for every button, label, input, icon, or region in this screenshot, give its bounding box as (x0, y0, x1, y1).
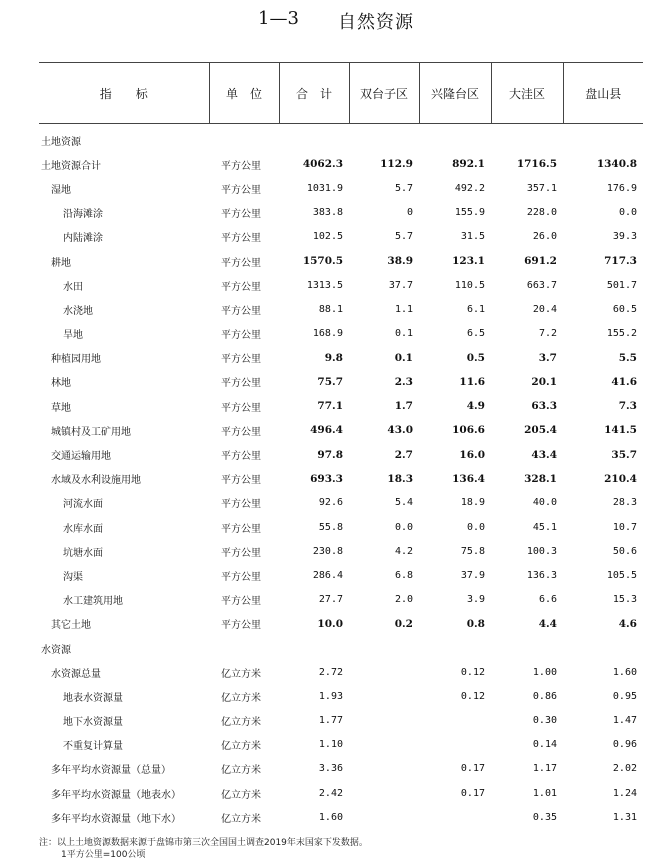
row-label: 耕地 (51, 257, 71, 269)
table-row (39, 273, 643, 297)
row-label: 其它土地 (51, 620, 91, 632)
cell-c1: 5.7 (394, 231, 413, 243)
row-label: 种植园用地 (51, 354, 101, 366)
cell-c3: 6.6 (538, 594, 557, 606)
cell-total: 230.8 (312, 545, 343, 557)
cell-total: 97.8 (317, 448, 343, 461)
cell-c2: 155.9 (454, 207, 485, 219)
cell-c3: 0.86 (532, 690, 557, 702)
cell-c4: 0.96 (612, 739, 637, 751)
cell-c2: 0.0 (466, 521, 485, 533)
cell-total: 1.10 (318, 739, 343, 751)
cell-c4: 1340.8 (596, 158, 637, 171)
row-label: 城镇村及工矿用地 (51, 426, 131, 438)
cell-c2: 492.2 (454, 182, 485, 194)
cell-c2: 0.12 (460, 690, 485, 702)
cell-c2: 18.9 (460, 497, 485, 509)
row-unit: 平方公里 (221, 305, 261, 317)
cell-total (279, 124, 349, 153)
cell-c4: 1.24 (612, 787, 637, 799)
cell-c3: 0.30 (532, 715, 557, 727)
natural-resources-table (39, 62, 643, 829)
row-label: 土地资源合计 (41, 160, 101, 172)
row-label: 水田 (63, 281, 83, 293)
cell-c1 (349, 660, 419, 684)
row-label: 多年平均水资源量（总量） (51, 765, 171, 777)
cell-c3: 328.1 (524, 472, 557, 485)
row-label: 交通运输用地 (51, 451, 111, 463)
cell-c2: 0.12 (460, 666, 485, 678)
cell-c4: 7.3 (618, 400, 637, 413)
cell-c2: 16.0 (459, 448, 485, 461)
cell-c3: 205.4 (524, 424, 557, 437)
row-label: 坑塘水面 (63, 547, 103, 559)
row-label: 沟渠 (63, 571, 83, 583)
cell-total: 1031.9 (306, 182, 343, 194)
row-unit: 平方公里 (221, 330, 261, 342)
cell-c2: 11.6 (459, 375, 485, 388)
row-unit: 平方公里 (221, 547, 261, 559)
row-unit: 亿立方米 (221, 717, 261, 729)
row-label: 湿地 (51, 184, 71, 196)
row-unit: 平方公里 (221, 451, 261, 463)
cell-c1: 0 (406, 207, 413, 219)
cell-c2: 4.9 (466, 400, 485, 413)
cell-c4: 141.5 (604, 424, 637, 437)
cell-c3: 136.3 (526, 569, 557, 581)
cell-c1: 1.1 (394, 303, 413, 315)
cell-c3 (491, 124, 563, 153)
cell-c2 (419, 805, 491, 829)
cell-c2: 0.5 (466, 351, 485, 364)
row-unit: 平方公里 (221, 184, 261, 196)
row-label: 不重复计算量 (63, 741, 123, 753)
cell-total: 10.0 (317, 617, 343, 630)
row-unit: 亿立方米 (221, 765, 261, 777)
col-header-dawa: 大洼区 (491, 63, 563, 124)
row-unit: 亿立方米 (221, 741, 261, 753)
cell-c2 (419, 709, 491, 733)
row-label: 水库水面 (63, 523, 103, 535)
row-unit (209, 636, 279, 660)
cell-c3: 45.1 (532, 521, 557, 533)
cell-c4: 0.95 (612, 690, 637, 702)
cell-c1 (349, 805, 419, 829)
cell-total: 496.4 (310, 424, 343, 437)
cell-c3 (491, 636, 563, 660)
row-unit: 平方公里 (221, 209, 261, 221)
row-label: 地表水资源量 (63, 692, 123, 704)
row-label: 林地 (51, 378, 71, 390)
cell-c2: 0.17 (460, 763, 485, 775)
table-row (39, 297, 643, 321)
page-title (0, 6, 671, 36)
cell-c1 (349, 124, 419, 153)
cell-c3: 0.35 (532, 811, 557, 823)
cell-total: 102.5 (312, 231, 343, 243)
cell-c3: 663.7 (526, 279, 557, 291)
cell-total: 92.6 (318, 497, 343, 509)
cell-c2 (419, 733, 491, 757)
cell-c2: 75.8 (460, 545, 485, 557)
table-row (39, 539, 643, 563)
cell-c1: 5.4 (394, 497, 413, 509)
cell-c1 (349, 709, 419, 733)
row-unit: 平方公里 (221, 499, 261, 511)
row-unit: 平方公里 (221, 426, 261, 438)
cell-c3: 63.3 (531, 400, 557, 413)
cell-c2: 6.1 (466, 303, 485, 315)
cell-c2: 0.17 (460, 787, 485, 799)
col-header-shuangtaizi: 双台子区 (349, 63, 419, 124)
cell-total: 1.60 (318, 811, 343, 823)
row-unit: 平方公里 (221, 257, 261, 269)
cell-c3: 100.3 (526, 545, 557, 557)
row-unit: 亿立方米 (221, 789, 261, 801)
cell-c2: 123.1 (452, 255, 485, 268)
row-unit: 平方公里 (221, 571, 261, 583)
cell-c1: 0.1 (394, 351, 413, 364)
col-header-xinglongtai: 兴隆台区 (419, 63, 491, 124)
cell-c2 (419, 636, 491, 660)
row-unit: 平方公里 (221, 475, 261, 487)
cell-c3: 20.4 (532, 303, 557, 315)
cell-c1: 2.7 (394, 448, 413, 461)
cell-c1: 38.9 (387, 255, 413, 268)
table-row (39, 563, 643, 587)
cell-c2: 31.5 (460, 231, 485, 243)
row-label: 内陆滩涂 (63, 233, 103, 245)
cell-total: 286.4 (312, 569, 343, 581)
row-unit: 平方公里 (221, 523, 261, 535)
cell-total: 2.42 (318, 787, 343, 799)
cell-c4: 41.6 (611, 375, 637, 388)
cell-c3: 40.0 (532, 497, 557, 509)
cell-c3: 1.00 (532, 666, 557, 678)
row-label: 草地 (51, 402, 71, 414)
col-header-total: 合 计 (279, 63, 349, 124)
cell-c2: 110.5 (454, 279, 485, 291)
cell-c1 (349, 757, 419, 781)
cell-c2: 0.8 (466, 617, 485, 630)
cell-c4: 210.4 (604, 472, 637, 485)
cell-c3: 1.17 (532, 763, 557, 775)
cell-total: 1570.5 (302, 255, 343, 268)
row-unit: 平方公里 (221, 281, 261, 293)
cell-c2: 106.6 (452, 424, 485, 437)
table-row (39, 588, 643, 612)
cell-c3: 7.2 (538, 328, 557, 340)
table-row (39, 612, 643, 636)
cell-c1: 1.7 (394, 400, 413, 413)
row-label: 沿海滩涂 (63, 209, 103, 221)
table-number: 1—3 (258, 8, 299, 29)
header-row (39, 63, 643, 124)
row-label: 多年平均水资源量（地表水） (51, 789, 181, 801)
row-label: 多年平均水资源量（地下水） (51, 813, 181, 825)
table-title: 自然资源 (338, 12, 414, 33)
cell-c3: 691.2 (524, 255, 557, 268)
cell-c4: 0.0 (618, 207, 637, 219)
cell-c1 (349, 684, 419, 708)
cell-total: 1.77 (318, 715, 343, 727)
cell-total: 1.93 (318, 690, 343, 702)
cell-c2: 37.9 (460, 569, 485, 581)
cell-total: 1313.5 (306, 279, 343, 291)
col-header-panshan: 盘山县 (563, 63, 643, 124)
cell-c1: 18.3 (387, 472, 413, 485)
cell-c4: 501.7 (606, 279, 637, 291)
cell-c4: 105.5 (606, 569, 637, 581)
table-row (39, 394, 643, 418)
cell-c3: 43.4 (531, 448, 557, 461)
row-unit: 平方公里 (221, 160, 261, 172)
cell-c4: 1.31 (612, 811, 637, 823)
cell-c3: 0.14 (532, 739, 557, 751)
cell-total: 2.72 (318, 666, 343, 678)
cell-total: 75.7 (317, 375, 343, 388)
cell-c4: 1.60 (612, 666, 637, 678)
row-unit: 平方公里 (221, 402, 261, 414)
table-body (39, 124, 643, 830)
cell-c4 (563, 124, 643, 153)
cell-c1: 0.2 (394, 617, 413, 630)
col-header-indicator: 指 标 (39, 63, 209, 124)
table-row (39, 467, 643, 491)
table-row (39, 176, 643, 200)
table-row (39, 515, 643, 539)
table-row (39, 124, 643, 153)
row-label: 地下水资源量 (63, 717, 123, 729)
row-unit: 亿立方米 (221, 692, 261, 704)
table-row (39, 733, 643, 757)
row-unit: 平方公里 (221, 233, 261, 245)
table-row (39, 370, 643, 394)
cell-c3: 228.0 (526, 207, 557, 219)
cell-c3: 20.1 (531, 375, 557, 388)
cell-total: 55.8 (318, 521, 343, 533)
cell-total (279, 636, 349, 660)
row-label: 河流水面 (63, 499, 103, 511)
row-unit: 平方公里 (221, 596, 261, 608)
cell-c1: 4.2 (394, 545, 413, 557)
cell-c4: 155.2 (606, 328, 637, 340)
footnote (39, 837, 368, 861)
cell-total: 383.8 (312, 207, 343, 219)
cell-c2: 136.4 (452, 472, 485, 485)
row-label: 水工建筑用地 (63, 596, 123, 608)
cell-c4 (563, 636, 643, 660)
cell-total: 9.8 (324, 351, 343, 364)
cell-c1: 6.8 (394, 569, 413, 581)
cell-c1 (349, 781, 419, 805)
table-row (39, 346, 643, 370)
col-header-unit: 单 位 (209, 63, 279, 124)
cell-c1: 0.0 (394, 521, 413, 533)
row-unit: 亿立方米 (221, 668, 261, 680)
cell-c3: 1716.5 (516, 158, 557, 171)
cell-c3: 4.4 (538, 617, 557, 630)
table-row (39, 442, 643, 466)
cell-c4: 5.5 (618, 351, 637, 364)
cell-c1: 112.9 (380, 158, 413, 171)
cell-c1: 2.3 (394, 375, 413, 388)
row-unit: 平方公里 (221, 378, 261, 390)
cell-c1 (349, 636, 419, 660)
cell-c2: 3.9 (466, 594, 485, 606)
table-row (39, 709, 643, 733)
table-row (39, 757, 643, 781)
cell-c1: 5.7 (394, 182, 413, 194)
cell-c2 (419, 124, 491, 153)
table-row (39, 684, 643, 708)
table-row (39, 249, 643, 273)
cell-c4: 10.7 (612, 521, 637, 533)
cell-total: 693.3 (310, 472, 343, 485)
table-row (39, 322, 643, 346)
row-unit: 亿立方米 (221, 813, 261, 825)
cell-c2: 892.1 (452, 158, 485, 171)
cell-total: 3.36 (318, 763, 343, 775)
table-row (39, 805, 643, 829)
cell-c4: 39.3 (612, 231, 637, 243)
row-unit (209, 124, 279, 153)
cell-c4: 176.9 (606, 182, 637, 194)
row-label: 水域及水利设施用地 (51, 475, 141, 487)
footnote-line: 注：以上土地资源数据来源于盘锦市第三次全国国土调查2019年末国家下发数据。 (39, 838, 368, 848)
cell-c1: 0.1 (394, 328, 413, 340)
cell-c4: 50.6 (612, 545, 637, 557)
cell-c4: 28.3 (612, 497, 637, 509)
cell-c3: 1.01 (532, 787, 557, 799)
cell-c1: 43.0 (387, 424, 413, 437)
row-label: 水浇地 (63, 305, 93, 317)
table-row (39, 201, 643, 225)
cell-c1 (349, 733, 419, 757)
cell-c4: 4.6 (618, 617, 637, 630)
cell-c2: 6.5 (466, 328, 485, 340)
cell-c1: 2.0 (394, 594, 413, 606)
table-row (39, 225, 643, 249)
cell-c4: 2.02 (612, 763, 637, 775)
table-row (39, 491, 643, 515)
cell-c4: 1.47 (612, 715, 637, 727)
cell-c4: 717.3 (604, 255, 637, 268)
cell-total: 4062.3 (302, 158, 343, 171)
cell-total: 88.1 (318, 303, 343, 315)
row-label: 水资源 (41, 644, 71, 656)
table-row (39, 152, 643, 176)
cell-total: 77.1 (317, 400, 343, 413)
table-row (39, 781, 643, 805)
table-row (39, 660, 643, 684)
cell-c1: 37.7 (388, 279, 413, 291)
table-row (39, 636, 643, 660)
cell-total: 27.7 (318, 594, 343, 606)
table-row (39, 418, 643, 442)
cell-c4: 35.7 (611, 448, 637, 461)
row-label: 水资源总量 (51, 668, 101, 680)
cell-c3: 357.1 (526, 182, 557, 194)
cell-total: 168.9 (312, 328, 343, 340)
cell-c3: 3.7 (538, 351, 557, 364)
cell-c3: 26.0 (532, 231, 557, 243)
row-label: 土地资源 (41, 136, 81, 148)
row-unit: 平方公里 (221, 620, 261, 632)
row-label: 旱地 (63, 330, 83, 342)
row-unit: 平方公里 (221, 354, 261, 366)
footnote-line: 1平方公里=100公顷 (61, 850, 146, 860)
cell-c4: 15.3 (612, 594, 637, 606)
cell-c4: 60.5 (612, 303, 637, 315)
